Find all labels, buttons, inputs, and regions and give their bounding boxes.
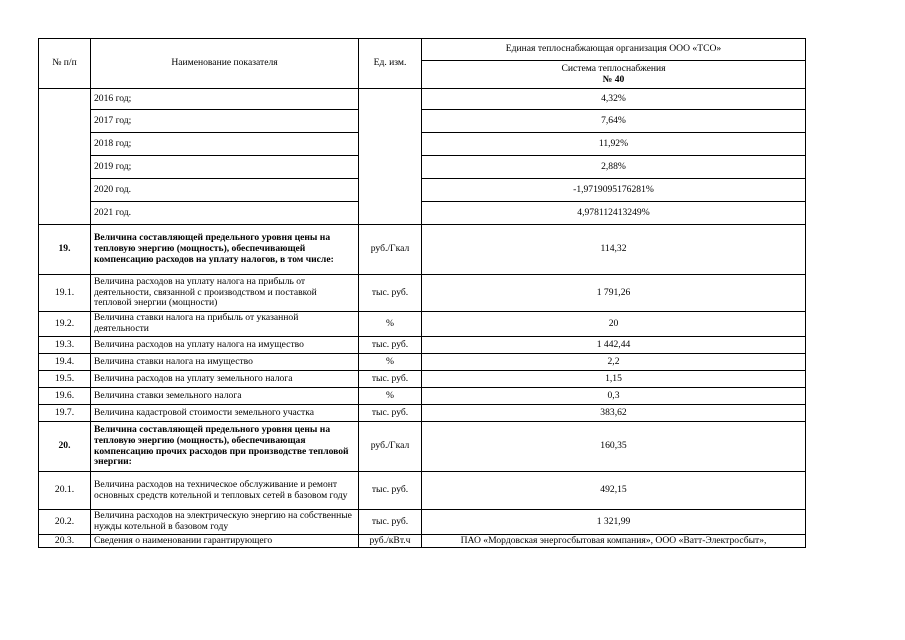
row-name: Величина расходов на уплату налога на прибыль от деятельности, связанной с производством и поставкой тепловой энергии (мощности) [91,275,359,312]
row-value: 0,3 [422,388,806,405]
row-num: 20.1. [39,472,91,510]
row-unit: тыс. руб. [359,371,422,388]
row-value: 160,35 [422,422,806,472]
header-system-label: Система теплоснабжения [561,62,666,74]
row-num: 20.3. [39,535,91,548]
row-unit: руб./Гкал [359,422,422,472]
row-name: Величина кадастровой стоимости земельного участка [91,405,359,422]
row-name: Величина ставки налога на прибыль от указанной деятельности [91,312,359,337]
row-value: ПАО «Мордовская энергосбытовая компания», ООО «Ватт-Электросбыт», [422,535,806,548]
row-name: Величина расходов на техническое обслуживание и ремонт основных средств котельной и тепловых сетей в базовом году [91,472,359,510]
row-unit: % [359,388,422,405]
header-num: № п/п [39,39,91,89]
row-name: Величина составляющей предельного уровня цены на тепловую энергию (мощность), обеспечивающая компенсацию прочих расходов при производстве тепловой энергии: [91,422,359,472]
row-name: Величина расходов на электрическую энергию на собственные нужды котельной в базовом году [91,510,359,535]
row-value: 1,15 [422,371,806,388]
section-row [39,225,806,275]
row-num: 19.2. [39,312,91,337]
header-system [422,61,806,89]
indicator-row [39,472,806,510]
row-value: 1 321,99 [422,510,806,535]
year-label: 2017 год; [91,110,359,133]
row-unit: тыс. руб. [359,275,422,312]
row-unit: % [359,312,422,337]
header-name: Наименование показателя [91,39,359,89]
header-row-1 [39,39,806,61]
section-row [39,422,806,472]
year-value: 7,64% [422,110,806,133]
indicator-row [39,312,806,337]
year-unit-cell [359,89,422,225]
year-value: -1,9719095176281% [422,179,806,202]
year-row [39,179,806,202]
header-org: Единая теплоснабжающая организация ООО «ТСО» [422,39,806,61]
row-unit: тыс. руб. [359,337,422,354]
indicator-row [39,354,806,371]
row-unit: % [359,354,422,371]
row-num: 19. [39,225,91,275]
indicator-row [39,371,806,388]
year-label: 2021 год. [91,202,359,225]
row-unit: руб./кВт.ч [359,535,422,548]
row-num: 19.7. [39,405,91,422]
year-label: 2016 год; [91,89,359,110]
year-value: 4,32% [422,89,806,110]
indicator-row [39,535,806,548]
row-name: Величина ставки земельного налога [91,388,359,405]
row-unit: тыс. руб. [359,472,422,510]
row-value: 492,15 [422,472,806,510]
indicator-row [39,388,806,405]
indicator-row [39,510,806,535]
year-label: 2018 год; [91,133,359,156]
year-num-cell [39,89,91,225]
row-unit: тыс. руб. [359,510,422,535]
header-system-no: № 40 [602,73,625,85]
indicator-row [39,405,806,422]
year-value: 11,92% [422,133,806,156]
row-value: 114,32 [422,225,806,275]
row-num: 19.4. [39,354,91,371]
indicators-section [39,225,806,548]
year-value: 2,88% [422,156,806,179]
row-name: Величина расходов на уплату налога на имущество [91,337,359,354]
tariff-table [38,38,806,548]
year-label: 2020 год. [91,179,359,202]
year-row [39,110,806,133]
year-row [39,89,806,110]
row-name: Сведения о наименовании гарантирующего [91,535,359,548]
row-value: 2,2 [422,354,806,371]
row-value: 383,62 [422,405,806,422]
year-row [39,156,806,179]
row-num: 19.3. [39,337,91,354]
row-unit: руб./Гкал [359,225,422,275]
year-value: 4,978112413249% [422,202,806,225]
row-unit: тыс. руб. [359,405,422,422]
row-value: 1 442,44 [422,337,806,354]
row-num: 19.5. [39,371,91,388]
row-name: Величина расходов на уплату земельного налога [91,371,359,388]
indicator-row [39,275,806,312]
row-name: Величина составляющей предельного уровня цены на тепловую энергию (мощность), обеспечивающей компенсацию расходов на уплату налогов, в том числе: [91,225,359,275]
row-value: 1 791,26 [422,275,806,312]
row-num: 20. [39,422,91,472]
row-num: 20.2. [39,510,91,535]
year-row [39,133,806,156]
years-section [39,89,806,225]
indicator-row [39,337,806,354]
row-num: 19.6. [39,388,91,405]
year-label: 2019 год; [91,156,359,179]
year-row [39,202,806,225]
row-num: 19.1. [39,275,91,312]
header-unit: Ед. изм. [359,39,422,89]
row-value: 20 [422,312,806,337]
row-name: Величина ставки налога на имущество [91,354,359,371]
